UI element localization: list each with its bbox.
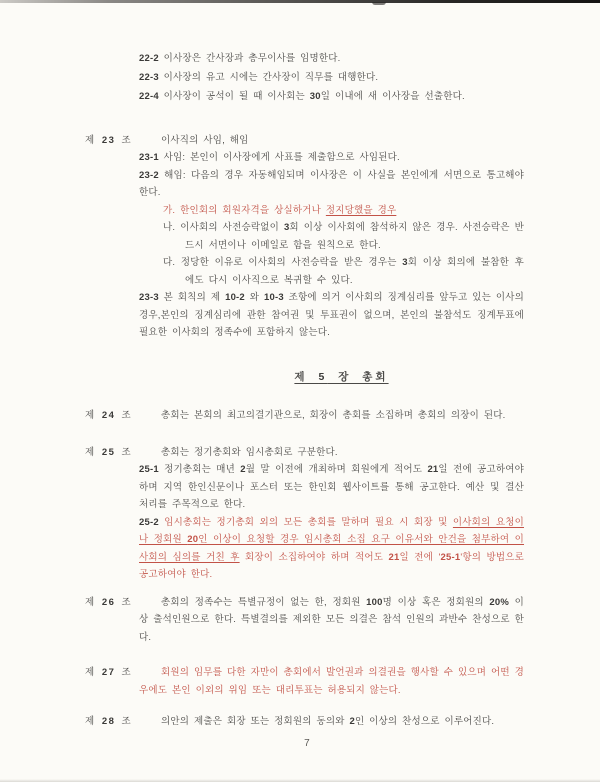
clause-25-2 (139, 514, 524, 584)
chapter-5-heading: 제 5 장 총회 (294, 370, 389, 383)
article-27-number: 제 27 조 (85, 667, 133, 678)
article-25 (85, 444, 525, 584)
clause-23-2-item-ga (163, 202, 524, 220)
article-23-title: 이사직의 사임, 해임 (161, 134, 249, 146)
item-na-text: 이사회의 사전승락없이 3회 이상 이사회에 참석하지 않은 경우. 사전승락은 반드시 서면이나 이메일로 함을 원칙으로 한다. (180, 222, 525, 251)
clause-22-4: 22-4 이사장이 공석이 될 때 이사회는 30일 이내에 새 이사장을 선출한다. (139, 91, 465, 102)
clause-23-3: 23-3 본 회칙의 제 10-2 와 10-3 조항에 의거 이사회의 징계심리를 앞두고 있는 이사의 경우,본인의 징계심리에 관한 참여권 및 투표권이 없으며, 본인의 불참석도 징계투표에 필요한 이사회의 정족수에 포함하지 않는다. (139, 292, 524, 338)
article-22-trailing-clauses (139, 50, 524, 106)
clause-22-3: 22-3 이사장의 유고 시에는 간사장이 직무를 대행한다. (139, 72, 379, 83)
clause-22-2: 22-2 이사장은 간사장과 총무이사를 임명한다. (139, 53, 341, 64)
scan-edge-artifact-top (0, 0, 600, 3)
article-27-body: 회원의 임무를 다한 자만이 총회에서 발언권과 의결권을 행사할 수 있으며 어떤 경우에도 본인 이외의 위임 또는 대리투표는 허용되지 않는다. (139, 667, 524, 696)
article-24-body: 총회는 본회의 최고의결기관으로, 회장이 총회를 소집하며 총회의 의장이 된다. (161, 410, 506, 421)
article-28-body: 의안의 제출은 회장 또는 정회원의 동의와 2인 이상의 찬성으로 이루어진다. (161, 716, 495, 727)
scan-edge-notch (372, 2, 386, 5)
article-23 (85, 132, 525, 342)
clause-23-1: 23-1 사임: 본인이 이사장에게 사표를 제출함으로 사임된다. (139, 152, 400, 163)
article-26-body: 총회의 정족수는 특별규정이 없는 한, 정회원 100명 이상 혹은 정회원의 20% 이상 출석인원으로 한다. 특별결의를 제외한 모든 의결은 참석 인원의 과반수 찬성으로 한다. (139, 596, 524, 643)
article-25-number: 제 25 조 (85, 446, 133, 458)
item-ga-text: 한인회의 회원자격을 상실하거나 (180, 204, 326, 216)
clause-25-2-underlined: 이사회의 요청이나 정회원 20인 이상이 요청할 경우 임시총회 소집 요구 이유서와 안건을 첨부하여 이사회의 심의를 거친 후 (139, 516, 525, 563)
article-28 (85, 713, 524, 731)
article-26-number: 제 26 조 (85, 596, 133, 608)
article-25-body: 총회는 정기총회와 임시총회로 구분한다. (161, 446, 338, 458)
clause-25-2-tail: 회장이 소집하여야 하며 적어도 21일 전에 '25-1'항의 방법으로 공고하여야 한다. (139, 551, 524, 580)
item-ga-marker: 가. (163, 204, 176, 216)
item-da-marker: 다. (163, 257, 176, 268)
clause-25-2-lead: 임시총회는 정기총회 외의 모든 총회를 말하며 필요 시 회장 및 (158, 516, 453, 528)
item-ga-underlined-text: 정지당했을 경우 (325, 204, 397, 216)
item-na-marker: 나. (163, 222, 176, 233)
article-24 (85, 407, 524, 425)
clause-23-2: 23-2 해임: 다음의 경우 자동해임되며 이사장은 이 사실을 본인에게 서면으로 통고해야 한다. (139, 169, 524, 198)
article-28-number: 제 28 조 (85, 716, 133, 727)
clause-23-2-item-da (163, 254, 524, 289)
page-number: 7 (304, 737, 310, 749)
article-24-number: 제 24 조 (85, 410, 133, 421)
article-26 (85, 594, 524, 647)
item-da-text: 정당한 이유로 이사회의 사전승락을 받은 경우는 3회 이상 회의에 불참한 후에도 다시 이사직으로 복귀할 수 있다. (180, 257, 524, 286)
article-23-number: 제 23 조 (85, 134, 133, 146)
article-27 (85, 664, 524, 699)
clause-25-2-number: 25-2 (139, 516, 159, 528)
clause-23-2-item-na (163, 219, 524, 254)
clause-25-1: 25-1 정기총회는 매년 2월 말 이전에 개최하며 회원에게 적어도 21일 전에 공고하여야 하며 지역 한인신문이나 포스터 또는 한인회 웹사이트를 통해 공고한다. 예산 및 결산 처리를 주목적으로 한다. (139, 464, 524, 510)
